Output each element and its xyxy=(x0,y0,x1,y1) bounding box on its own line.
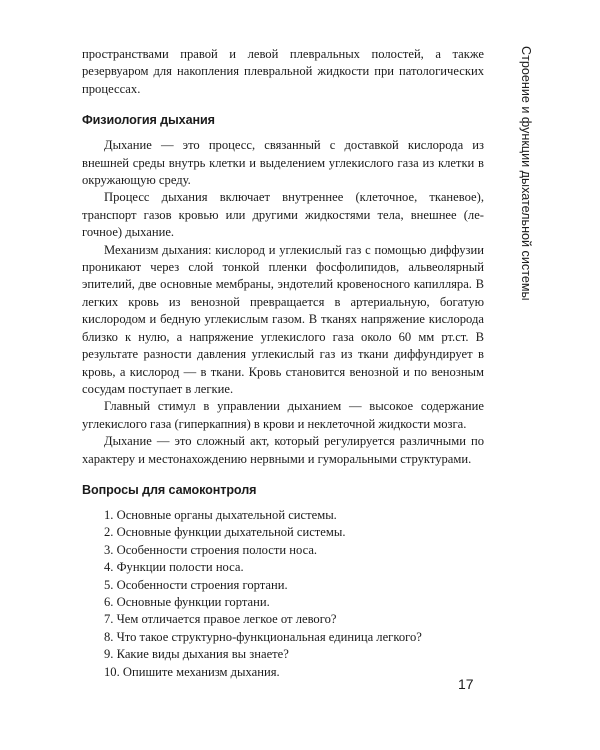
page-body xyxy=(82,46,484,681)
paragraph: Главный стимул в управлении дыханием — высокое содержание углекислого газа (гиперкапния) в крови и неклеточной жидкости мозга. xyxy=(82,399,484,431)
list-item: 8. Что такое структурно-функциональная единица легкого? xyxy=(104,629,422,644)
list-item: 2. Основные функции дыхательной системы. xyxy=(104,525,346,540)
section-heading-physiology: Физиология дыхания xyxy=(82,113,215,128)
paragraph: Процесс дыхания включает внутреннее (клеточное, тканевое), транспорт газов кровью или другими жидкостями тела, внешнее (легочное) дыхание. xyxy=(82,190,484,240)
list-item: 1. Основные органы дыхательной системы. xyxy=(104,507,337,522)
list-item: 6. Основные функции гортани. xyxy=(104,594,270,609)
list-item: 3. Особенности строения полости носа. xyxy=(104,542,318,557)
list-item: 4. Функции полости носа. xyxy=(104,560,244,575)
list-item: 10. Опишите механизм дыхания. xyxy=(104,664,280,679)
paragraph: Дыхание — это сложный акт, который регулируется различными по характеру и местонахождению нервными и гуморальными структурами. xyxy=(82,434,484,466)
intro-paragraph: пространствами правой и левой плевральных полостей, а также резервуаром для накопления плевральной жидкости при патологических процессах. xyxy=(82,47,484,96)
questions-list xyxy=(82,507,484,681)
section-heading-questions: Вопросы для самоконтроля xyxy=(82,482,257,497)
list-item: 7. Чем отличается правое легкое от левого? xyxy=(104,612,337,627)
page-number: 17 xyxy=(458,676,474,692)
running-header-vertical: Строение и функции дыхательной системы xyxy=(519,46,533,301)
paragraph: Механизм дыхания: кислород и углекислый газ с помощью диффузии проникают через слой тонкой пленки фосфолипидов, альвеолярный эпителий, две основные мембраны, эндотелий кровеносного капилляра. В легких кровь из венозной превращается в артериальную, богатую кислородом и бедную углекислым газом. В тканях напряжение кислорода близко к нулю, а напряжение углекислого газа около 60 мм рт.ст. В результате разности давления углекислый газ из ткани диффундирует в кровь, а кислород — в ткани. Кровь становится венозной и по венозным сосудам поступает в легкие. xyxy=(82,242,484,396)
list-item: 5. Особенности строения гортани. xyxy=(104,577,288,592)
list-item: 9. Какие виды дыхания вы знаете? xyxy=(104,647,289,662)
paragraph: Дыхание — это процесс, связанный с доставкой кислорода из внешней среды внутрь клетки и выделением углекислого газа из клетки в окружающую среду. xyxy=(82,138,484,188)
